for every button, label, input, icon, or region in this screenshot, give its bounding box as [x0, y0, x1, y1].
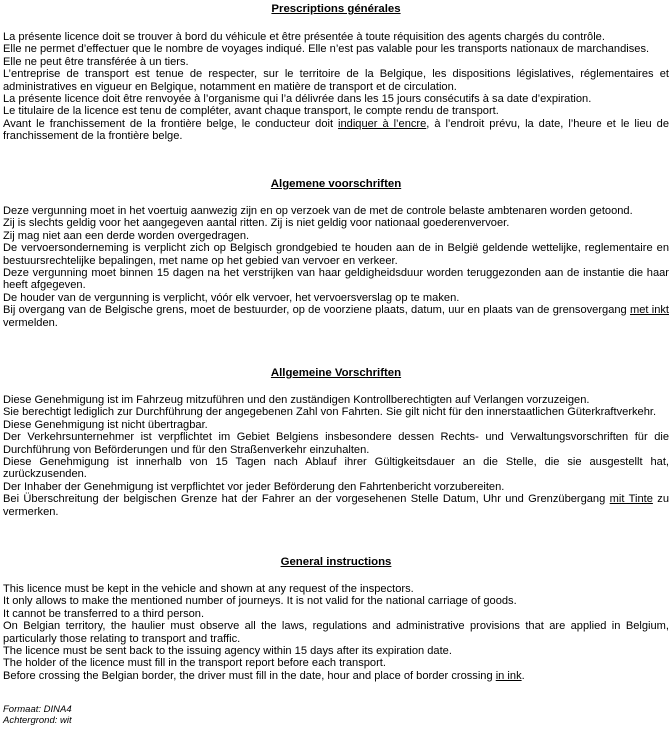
paragraph: This licence must be kept in the vehicle and shown at any request of the inspectors.	[3, 583, 414, 595]
paragraph: Deze vergunning moet binnen 15 dagen na het verstrijken van haar geldigheidsduur worden teruggezonden aan de instantie die haar heeft afgegeven.	[3, 267, 669, 292]
paragraph: Elle ne peut être transférée à un tiers.	[3, 55, 189, 68]
paragraph: Sie berechtigt lediglich zur Durchführung der angegebenen Zahl von Fahrten. Sie gilt nicht für den innerstaatlichen Güterkraftverkehr.	[3, 406, 657, 419]
section-french	[3, 3, 669, 143]
paragraph-text: vermelden.	[3, 316, 58, 329]
paragraph: Le titulaire de la licence est tenu de compléter, avant chaque transport, le compte rendu de transport.	[3, 105, 499, 118]
section-english	[3, 556, 669, 682]
paragraph: Elle ne permet d’effectuer que le nombre de voyages indiqué. Elle n’est pas valable pour les transports nationaux de marchandises.	[3, 43, 650, 56]
underlined-phrase: met inkt	[629, 304, 669, 317]
underlined-phrase: mit Tinte	[609, 493, 653, 506]
underlined-phrase: in ink	[495, 669, 522, 682]
paragraph	[3, 670, 669, 682]
paragraph: Zij is slechts geldig voor het aangegeven aantal ritten. Zij is niet geldig voor nationaal goederenvervoer.	[3, 217, 510, 230]
paragraph: L’entreprise de transport est tenue de respecter, sur le territoire de la Belgique, les dispositions législatives, réglementaires et administratives en vigueur en Belgique, notamment en matière de transport et de circulation.	[3, 68, 669, 93]
paragraph: Diese Genehmigung ist im Fahrzeug mitzuführen und den zuständigen Kontrollberechtigten auf Verlangen vorzuzeigen.	[3, 394, 590, 406]
format-note: Formaat: DINA4	[3, 704, 72, 715]
section-heading: General instructions	[280, 556, 392, 568]
section-dutch	[3, 178, 669, 329]
paragraph	[3, 118, 669, 143]
paragraph-text: Avant le franchissement de la frontière belge, le conducteur doit	[3, 117, 339, 130]
paragraph	[3, 304, 669, 329]
section-body	[3, 394, 669, 518]
section-body	[3, 583, 669, 682]
section-heading: Algemene voorschriften	[270, 178, 402, 190]
section-heading: Allgemeine Vorschriften	[270, 367, 402, 379]
paragraph: Der Inhaber der Genehmigung ist verpflichtet vor jeder Beförderung den Fahrtenbericht vorzubereiten.	[3, 480, 505, 493]
paragraph: De houder van de vergunning is verplicht, vóór elk vervoer, het vervoersverslag op te maken.	[3, 291, 460, 304]
paragraph: The licence must be sent back to the issuing agency within 15 days after its expiration date.	[3, 645, 452, 658]
paragraph-text: .	[521, 669, 525, 682]
paragraph: Diese Genehmigung ist nicht übertragbar.	[3, 418, 208, 431]
paragraph: On Belgian territory, the haulier must observe all the laws, regulations and administrative provisions that are applied in Belgium, particularly those relating to transport and traffic.	[3, 620, 669, 645]
paragraph: Zij mag niet aan een derde worden overgedragen.	[3, 229, 250, 242]
paragraph: Der Verkehrsunternehmer ist verpflichtet im Gebiet Belgiens insbesondere dessen Rechts- und Verwaltungsvorschriften für die Durchführung von Beförderungen und für den Straßenverkehr einzuhalten.	[3, 431, 669, 456]
paragraph: It cannot be transferred to a third person.	[3, 607, 205, 620]
background-note: Achtergrond: wit	[3, 715, 72, 726]
paragraph: Diese Genehmigung ist innerhalb von 15 Tagen nach Ablauf ihrer Gültigkeitsdauer an die Stelle, die sie ausgestellt hat, zurückzusenden.	[3, 456, 669, 481]
section-heading: Prescriptions générales	[271, 3, 401, 15]
paragraph: The holder of the licence must fill in the transport report before each transport.	[3, 657, 386, 670]
paragraph-text: zu vermerken.	[3, 493, 670, 518]
section-body	[3, 205, 669, 329]
paragraph: It only allows to make the mentioned number of journeys. It is not valid for the national carriage of goods.	[3, 595, 517, 608]
paragraph-text: Bei Überschreitung der belgischen Grenze hat der Fahrer an der vorgesehenen Stelle Datum, Uhr und Grenzübergang	[3, 493, 610, 506]
paragraph-text: Bij overgang van de Belgische grens, moet de bestuurder, op de voorziene plaats, datum, uur en plaats van de grensovergang	[3, 304, 630, 317]
section-german	[3, 367, 669, 518]
paragraph: De vervoersonderneming is verplicht zich op Belgisch grondgebied te houden aan de in België geldende wettelijke, reglementaire en bestuursrechtelijke bepalingen, met name op het gebied van vervoer en verkeer.	[3, 242, 669, 267]
paragraph: La présente licence doit être renvoyée à l’organisme qui l’a délivrée dans les 15 jours consécutifs à sa date d’expiration.	[3, 93, 592, 106]
document-footer	[3, 704, 72, 726]
paragraph-text: Before crossing the Belgian border, the driver must fill in the date, hour and place of border crossing	[3, 669, 496, 682]
underlined-phrase: indiquer à l’encre	[338, 117, 427, 130]
paragraph-text: , à l’endroit prévu, la date, l’heure et le lieu de franchissement de la frontière belge.	[3, 117, 669, 143]
paragraph: Deze vergunning moet in het voertuig aanwezig zijn en op verzoek van de met de controle belaste ambtenaren worden getoond.	[3, 205, 633, 217]
section-body	[3, 31, 669, 143]
paragraph: La présente licence doit se trouver à bord du véhicule et être présentée à toute réquisition des agents chargés du contrôle.	[3, 31, 605, 43]
paragraph	[3, 493, 669, 518]
